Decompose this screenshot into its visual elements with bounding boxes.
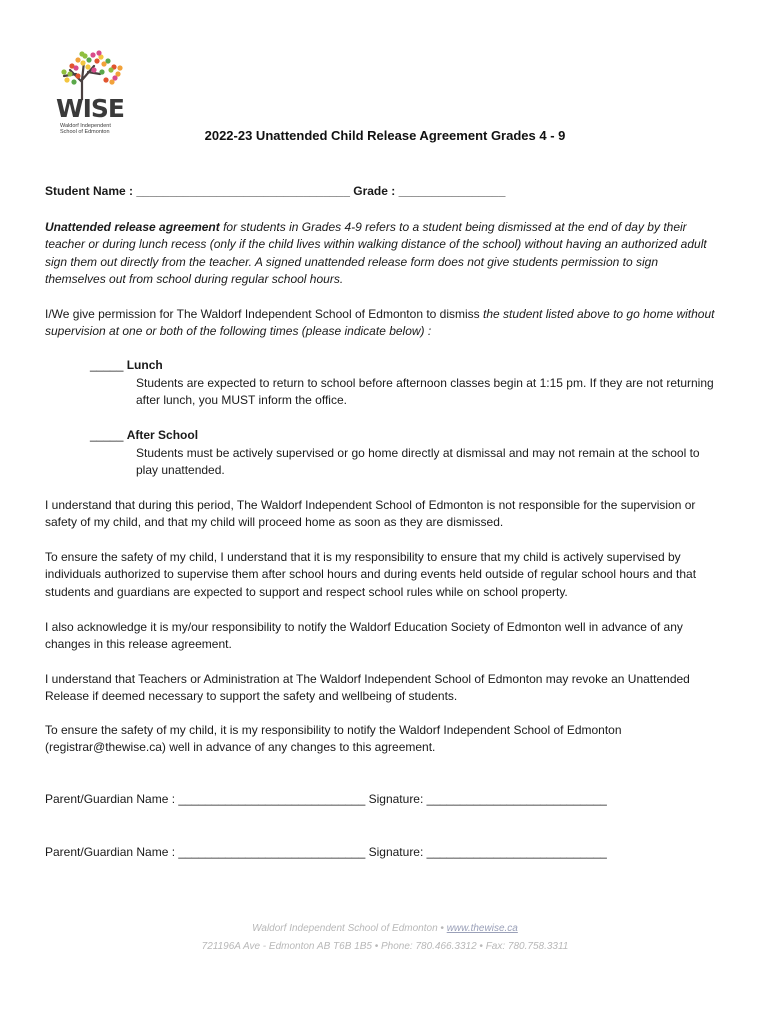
leaf-dot [85,64,90,69]
signature-field[interactable]: ___________________________ [426,792,607,806]
option-after-school [90,428,198,442]
option-lunch-text: Students are expected to return to school before afternoon classes begin at 1:15 pm. If they are not returning after lunch, you MUST inform the office. [136,376,714,408]
paragraph-acknowledge: I also acknowledge it is my/our responsibility to notify the Waldorf Education Society of Edmonton well in advance of any changes in this release agreement. [45,620,683,652]
leaf-dot [109,79,114,84]
signature-line-2 [45,845,607,859]
guardian-name-label: Parent/Guardian Name : [45,845,179,859]
leaf-dot [71,79,76,84]
footer-school: Waldorf Independent School of Edmonton [252,923,441,934]
guardian-name-field[interactable]: ____________________________ [178,792,366,806]
leaf-dot [99,69,104,74]
permission-paragraph [45,306,717,341]
leaf-dot [75,73,80,78]
leaf-dot [80,60,85,65]
signature-label: Signature: [365,792,427,806]
signature-line-1 [45,792,607,806]
leaf-dot [61,69,66,74]
leaf-dot [91,67,96,72]
student-line [45,184,505,198]
option-lunch-label: Lunch [126,358,163,372]
permission-italic: the student listed above to go home without supervision at one or both of the following times (please indicate below) : [45,307,715,339]
footer-address: 721196A Ave - Edmonton AB T6B 1B5 • Phone: 780.466.3312 • Fax: 780.758.3311 [201,941,569,952]
footer-line-1 [0,923,770,934]
grade-field[interactable]: ________________ [398,184,506,198]
leaf-dot [101,61,106,66]
option-after-school-text: Students must be actively supervised or go home directly at dismissal and may not remain at the school to play unattended. [136,446,700,478]
intro-bold: Unattended release agreement [45,220,220,234]
page-title: 2022-23 Unattended Child Release Agreement Grades 4 - 9 [204,128,566,143]
leaf-dot [75,57,80,62]
guardian-name-field[interactable]: ____________________________ [178,845,366,859]
paragraph-supervision: To ensure the safety of my child, I understand that it is my responsibility to ensure that my child is actively supervised by individuals authorized to supervise them after school hours and during events held outside of regular school hours and that students and guardians are expected to support and respect school rules while on school property. [45,550,697,599]
tree-icon [48,50,140,100]
leaf-dot [67,71,72,76]
guardian-name-label: Parent/Guardian Name : [45,792,179,806]
leaf-dot [86,57,91,62]
student-name-label: Student Name : [45,184,137,198]
paragraph-responsibility: I understand that during this period, The Waldorf Independent School of Edmonton is not responsible for the supervision or safety of my child, and that my child will proceed home as soon as they are dismissed. [45,498,696,530]
permission-text: I/We give permission for The Waldorf Independent School of Edmonton to dismiss [45,307,483,321]
leaf-dot [90,52,95,57]
paragraph-revoke: I understand that Teachers or Administration at The Waldorf Independent School of Edmonton may revoke an Unattended Release if deemed necessary to support the safety and wellbeing of students. [45,672,690,704]
option-lunch-checkbox[interactable]: _____ [90,358,127,372]
leaf-dot [117,65,122,70]
option-lunch [90,358,163,372]
leaf-dot [94,58,99,63]
student-name-field[interactable]: ________________________________ [136,184,350,198]
signature-field[interactable]: ___________________________ [426,845,607,859]
footer-website-link[interactable]: www.thewise.ca [446,923,518,934]
intro-text: for students in Grades 4-9 refers to a student being dismissed at the end of day by their teacher or during lunch recess (only if the child lives within walking distance of the school) without having an authorized adult sign them out directly from the teacher. A signed unattended release form does not give students permission to sign themselves out from school during regular school hours. [45,220,707,287]
option-after-school-checkbox[interactable]: _____ [90,428,127,442]
footer-separator: • [440,923,447,934]
leaf-dot [73,65,78,70]
leaf-dot [96,50,101,55]
leaf-dot [64,77,69,82]
leaf-dot [108,67,113,72]
intro-paragraph [45,219,717,289]
logo-wordmark: WISE [56,94,124,123]
school-logo [48,50,140,140]
grade-label: Grade : [349,184,399,198]
leaf-dot [103,77,108,82]
paragraph-notify: To ensure the safety of my child, it is my responsibility to notify the Waldorf Independent School of Edmonton (registrar@thewise.ca) well in advance of any changes to this agreement. [45,723,622,755]
leaf-dot [79,51,84,56]
option-after-school-label: After School [126,428,199,442]
signature-label: Signature: [365,845,427,859]
logo-subtitle: Waldorf Independent School of Edmonton [60,123,111,135]
